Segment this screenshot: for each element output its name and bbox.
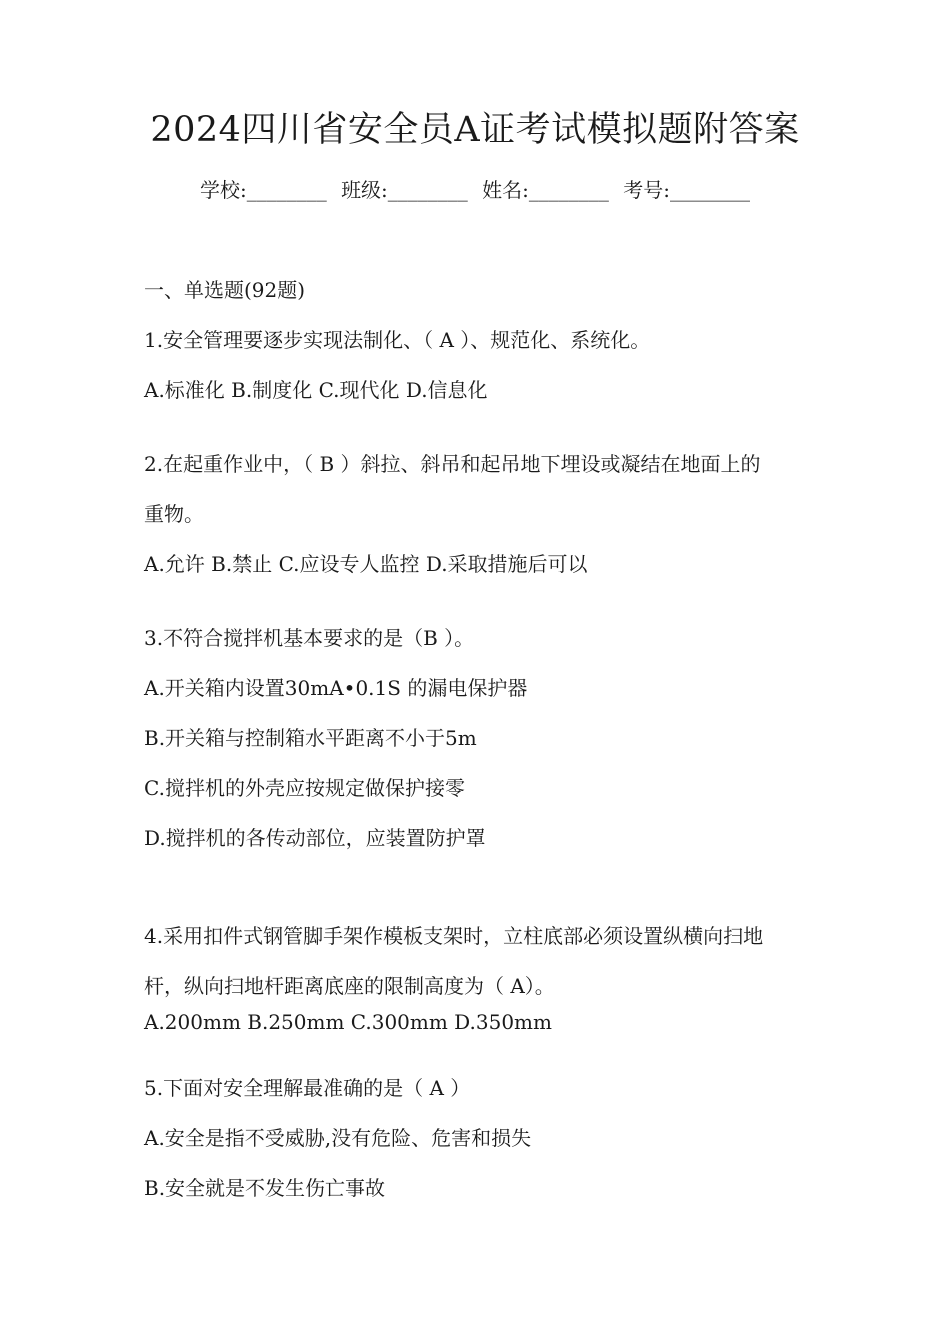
question-5-option-b: B.安全就是不发生伤亡事故: [144, 1176, 386, 1200]
question-5: 5.下面对安全理解最准确的是（ A ）: [144, 1076, 471, 1100]
question-2-options: A.允许 B.禁止 C.应设专人监控 D.采取措施后可以: [144, 552, 588, 576]
student-info-line: [0, 174, 950, 203]
question-3-option-b: B.开关箱与控制箱水平距离不小于5m: [144, 726, 477, 750]
question-2-continued: 重物。: [144, 502, 204, 526]
question-3-option-a: A.开关箱内设置30mA•0.1S 的漏电保护器: [144, 676, 528, 700]
class-field: 班级:________: [341, 178, 468, 202]
document-title: 2024四川省安全员A证考试模拟题附答案: [150, 110, 800, 150]
question-3-option-d: D.搅拌机的各传动部位，应装置防护罩: [144, 826, 486, 850]
question-2: 2.在起重作业中，（ B ）斜拉、斜吊和起吊地下埋设或凝结在地面上的: [144, 452, 761, 476]
question-3-option-c: C.搅拌机的外壳应按规定做保护接零: [144, 776, 465, 800]
question-3: 3.不符合搅拌机基本要求的是（B ）。: [144, 626, 475, 650]
question-4-continued: 杆，纵向扫地杆距离底座的限制高度为（ A）。: [144, 974, 555, 998]
school-field: 学校:________: [199, 178, 327, 202]
question-1: 1.安全管理要逐步实现法制化、（ A ）、规范化、系统化。: [144, 328, 651, 352]
question-4-options: A.200mm B.250mm C.300mm D.350mm: [144, 1010, 552, 1034]
question-1-options: A.标准化 B.制度化 C.现代化 D.信息化: [144, 378, 488, 402]
exam-number-field: 考号:________: [623, 178, 751, 202]
name-field: 姓名:________: [482, 178, 609, 202]
section-heading: 一、单选题(92题): [144, 278, 306, 302]
question-4: 4.采用扣件式钢管脚手架作模板支架时，立柱底部必须设置纵横向扫地: [144, 924, 764, 948]
question-5-option-a: A.安全是指不受威胁,没有危险、危害和损失: [144, 1126, 532, 1150]
